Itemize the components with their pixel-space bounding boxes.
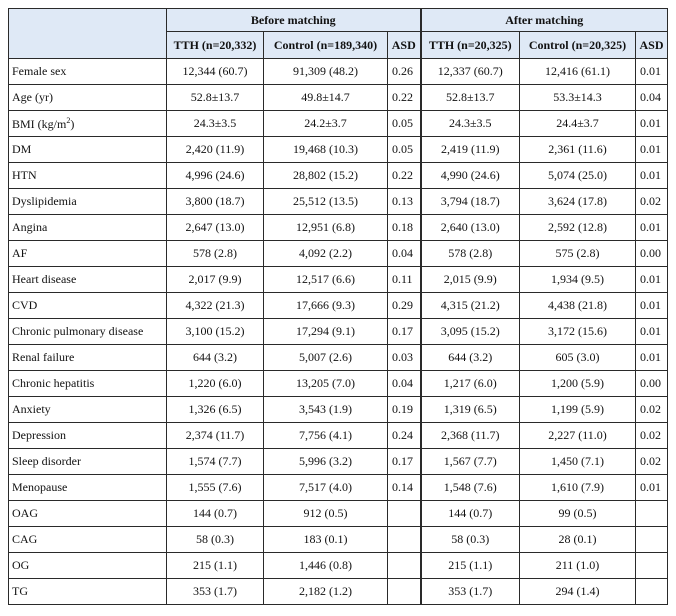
tth-after-cell: 578 (2.8) — [421, 241, 520, 267]
asd-after-cell: 0.01 — [636, 267, 668, 293]
col-header-tth-after: TTH (n=20,325) — [421, 32, 520, 59]
asd-after-cell: 0.01 — [636, 475, 668, 501]
control-after-cell: 12,416 (61.1) — [520, 59, 636, 85]
tth-after-cell: 3,794 (18.7) — [421, 189, 520, 215]
row-label: Angina — [12, 220, 48, 234]
tth-after-cell: 215 (1.1) — [421, 553, 520, 579]
table-row — [9, 423, 668, 449]
control-after-cell: 1,199 (5.9) — [520, 397, 636, 423]
row-label-cell — [9, 293, 167, 319]
row-label-cell — [9, 345, 167, 371]
tth-before-cell: 644 (3.2) — [167, 345, 264, 371]
control-after-cell: 211 (1.0) — [520, 553, 636, 579]
col-header-asd-after: ASD — [636, 32, 668, 59]
asd-after-cell: 0.00 — [636, 371, 668, 397]
tth-after-cell: 144 (0.7) — [421, 501, 520, 527]
row-label-cell — [9, 553, 167, 579]
row-label: Sleep disorder — [12, 454, 81, 468]
control-after-cell: 2,361 (11.6) — [520, 137, 636, 163]
tth-after-cell: 12,337 (60.7) — [421, 59, 520, 85]
asd-after-cell: 0.01 — [636, 111, 668, 137]
tth-after-cell: 52.8±13.7 — [421, 85, 520, 111]
tth-after-cell: 1,548 (7.6) — [421, 475, 520, 501]
table-row — [9, 111, 668, 137]
asd-after-cell — [636, 553, 668, 579]
tth-after-cell: 644 (3.2) — [421, 345, 520, 371]
asd-before-cell: 0.03 — [388, 345, 421, 371]
tth-after-cell: 1,319 (6.5) — [421, 397, 520, 423]
row-label-superscript: 2 — [66, 115, 71, 125]
control-before-cell: 5,007 (2.6) — [264, 345, 388, 371]
control-before-cell: 17,294 (9.1) — [264, 319, 388, 345]
control-before-cell: 912 (0.5) — [264, 501, 388, 527]
control-after-cell: 5,074 (25.0) — [520, 163, 636, 189]
asd-after-cell: 0.01 — [636, 293, 668, 319]
row-label: Heart disease — [12, 272, 77, 286]
asd-after-cell — [636, 501, 668, 527]
control-after-cell: 4,438 (21.8) — [520, 293, 636, 319]
asd-before-cell — [388, 579, 421, 605]
control-before-cell: 1,446 (0.8) — [264, 553, 388, 579]
tth-before-cell: 1,574 (7.7) — [167, 449, 264, 475]
row-label-cell — [9, 59, 167, 85]
asd-after-cell: 0.02 — [636, 449, 668, 475]
tth-before-cell: 2,420 (11.9) — [167, 137, 264, 163]
tth-before-cell: 353 (1.7) — [167, 579, 264, 605]
control-after-cell: 1,610 (7.9) — [520, 475, 636, 501]
asd-before-cell: 0.04 — [388, 371, 421, 397]
table-header — [9, 9, 668, 59]
tth-after-cell: 353 (1.7) — [421, 579, 520, 605]
table-row — [9, 371, 668, 397]
table-row — [9, 579, 668, 605]
asd-before-cell: 0.26 — [388, 59, 421, 85]
table-row — [9, 293, 668, 319]
asd-before-cell: 0.24 — [388, 423, 421, 449]
control-before-cell: 28,802 (15.2) — [264, 163, 388, 189]
row-label-cell — [9, 397, 167, 423]
asd-before-cell: 0.29 — [388, 293, 421, 319]
asd-after-cell: 0.00 — [636, 241, 668, 267]
control-after-cell: 99 (0.5) — [520, 501, 636, 527]
asd-before-cell: 0.11 — [388, 267, 421, 293]
row-label: TG — [12, 584, 28, 598]
tth-before-cell: 2,647 (13.0) — [167, 215, 264, 241]
row-label: Depression — [12, 428, 66, 442]
table-row — [9, 345, 668, 371]
tth-before-cell: 12,344 (60.7) — [167, 59, 264, 85]
control-before-cell: 5,996 (3.2) — [264, 449, 388, 475]
control-before-cell: 2,182 (1.2) — [264, 579, 388, 605]
control-after-cell: 53.3±14.3 — [520, 85, 636, 111]
tth-before-cell: 4,322 (21.3) — [167, 293, 264, 319]
asd-after-cell: 0.01 — [636, 163, 668, 189]
row-label-cell — [9, 423, 167, 449]
control-after-cell: 28 (0.1) — [520, 527, 636, 553]
control-after-cell: 24.4±3.7 — [520, 111, 636, 137]
control-after-cell: 2,227 (11.0) — [520, 423, 636, 449]
control-after-cell: 575 (2.8) — [520, 241, 636, 267]
table-row — [9, 189, 668, 215]
asd-before-cell: 0.05 — [388, 137, 421, 163]
control-after-cell: 294 (1.4) — [520, 579, 636, 605]
asd-after-cell: 0.01 — [636, 215, 668, 241]
tth-after-cell: 1,567 (7.7) — [421, 449, 520, 475]
control-after-cell: 1,200 (5.9) — [520, 371, 636, 397]
row-label-cell — [9, 579, 167, 605]
row-label: Chronic pulmonary disease — [12, 324, 144, 338]
asd-before-cell — [388, 553, 421, 579]
table-row — [9, 397, 668, 423]
tth-before-cell: 1,555 (7.6) — [167, 475, 264, 501]
row-label-cell — [9, 163, 167, 189]
asd-before-cell: 0.04 — [388, 241, 421, 267]
row-label-tail: ) — [70, 116, 75, 131]
row-label: OG — [12, 558, 30, 572]
tth-before-cell: 1,220 (6.0) — [167, 371, 264, 397]
asd-before-cell: 0.14 — [388, 475, 421, 501]
asd-after-cell — [636, 579, 668, 605]
control-after-cell: 3,172 (15.6) — [520, 319, 636, 345]
row-label: HTN — [12, 168, 37, 182]
table-row — [9, 163, 668, 189]
row-label: Anxiety — [12, 402, 51, 416]
control-before-cell: 12,517 (6.6) — [264, 267, 388, 293]
table-row — [9, 267, 668, 293]
row-label-cell — [9, 111, 167, 137]
col-header-control-before: Control (n=189,340) — [264, 32, 388, 59]
asd-after-cell: 0.01 — [636, 345, 668, 371]
row-label: BMI (kg/m — [12, 116, 67, 131]
asd-before-cell: 0.22 — [388, 163, 421, 189]
tth-before-cell: 58 (0.3) — [167, 527, 264, 553]
tth-after-cell: 2,015 (9.9) — [421, 267, 520, 293]
tth-before-cell: 4,996 (24.6) — [167, 163, 264, 189]
tth-before-cell: 144 (0.7) — [167, 501, 264, 527]
tth-before-cell: 52.8±13.7 — [167, 85, 264, 111]
tth-before-cell: 3,100 (15.2) — [167, 319, 264, 345]
row-label: Dyslipidemia — [12, 194, 77, 208]
tth-after-cell: 2,419 (11.9) — [421, 137, 520, 163]
row-label: AF — [12, 246, 28, 260]
asd-after-cell — [636, 527, 668, 553]
tth-after-cell: 24.3±3.5 — [421, 111, 520, 137]
row-label-cell — [9, 319, 167, 345]
row-label: Age (yr) — [12, 90, 53, 104]
tth-before-cell: 3,800 (18.7) — [167, 189, 264, 215]
table-row — [9, 59, 668, 85]
tth-before-cell: 1,326 (6.5) — [167, 397, 264, 423]
table-row — [9, 449, 668, 475]
table-row — [9, 137, 668, 163]
asd-after-cell: 0.01 — [636, 59, 668, 85]
tth-after-cell: 1,217 (6.0) — [421, 371, 520, 397]
table-row — [9, 319, 668, 345]
asd-before-cell: 0.18 — [388, 215, 421, 241]
asd-before-cell: 0.19 — [388, 397, 421, 423]
table-row — [9, 501, 668, 527]
header-corner-cell — [9, 9, 167, 59]
table-row — [9, 553, 668, 579]
col-header-asd-before: ASD — [388, 32, 421, 59]
asd-before-cell: 0.22 — [388, 85, 421, 111]
row-label-cell — [9, 137, 167, 163]
control-before-cell: 183 (0.1) — [264, 527, 388, 553]
control-before-cell: 7,517 (4.0) — [264, 475, 388, 501]
row-label: OAG — [12, 506, 38, 520]
asd-before-cell: 0.13 — [388, 189, 421, 215]
tth-after-cell: 3,095 (15.2) — [421, 319, 520, 345]
table-row — [9, 85, 668, 111]
table-row — [9, 475, 668, 501]
control-after-cell: 2,592 (12.8) — [520, 215, 636, 241]
row-label: Chronic hepatitis — [12, 376, 95, 390]
control-after-cell: 3,624 (17.8) — [520, 189, 636, 215]
control-before-cell: 3,543 (1.9) — [264, 397, 388, 423]
table-row — [9, 527, 668, 553]
row-label-cell — [9, 241, 167, 267]
control-before-cell: 13,205 (7.0) — [264, 371, 388, 397]
row-label: DM — [12, 142, 32, 156]
row-label-cell — [9, 527, 167, 553]
asd-after-cell: 0.02 — [636, 397, 668, 423]
control-before-cell: 24.2±3.7 — [264, 111, 388, 137]
control-after-cell: 1,450 (7.1) — [520, 449, 636, 475]
control-after-cell: 1,934 (9.5) — [520, 267, 636, 293]
col-header-control-after: Control (n=20,325) — [520, 32, 636, 59]
control-after-cell: 605 (3.0) — [520, 345, 636, 371]
tth-before-cell: 2,017 (9.9) — [167, 267, 264, 293]
tth-after-cell: 2,640 (13.0) — [421, 215, 520, 241]
asd-after-cell: 0.01 — [636, 319, 668, 345]
tth-before-cell: 215 (1.1) — [167, 553, 264, 579]
asd-after-cell: 0.04 — [636, 85, 668, 111]
tth-before-cell: 2,374 (11.7) — [167, 423, 264, 449]
col-header-tth-before: TTH (n=20,332) — [167, 32, 264, 59]
row-label-cell — [9, 215, 167, 241]
data-table — [8, 8, 668, 605]
control-before-cell: 17,666 (9.3) — [264, 293, 388, 319]
tth-after-cell: 2,368 (11.7) — [421, 423, 520, 449]
table-row — [9, 215, 668, 241]
row-label: Renal failure — [12, 350, 75, 364]
tth-after-cell: 4,990 (24.6) — [421, 163, 520, 189]
asd-before-cell: 0.17 — [388, 319, 421, 345]
control-before-cell: 4,092 (2.2) — [264, 241, 388, 267]
row-label-cell — [9, 371, 167, 397]
asd-before-cell — [388, 501, 421, 527]
before-matching-header: Before matching — [167, 9, 421, 32]
row-label-cell — [9, 267, 167, 293]
row-label-cell — [9, 449, 167, 475]
asd-after-cell: 0.02 — [636, 189, 668, 215]
table-body — [9, 59, 668, 605]
tth-after-cell: 4,315 (21.2) — [421, 293, 520, 319]
row-label: CAG — [12, 532, 38, 546]
tth-before-cell: 578 (2.8) — [167, 241, 264, 267]
table-row — [9, 241, 668, 267]
control-before-cell: 25,512 (13.5) — [264, 189, 388, 215]
tth-after-cell: 58 (0.3) — [421, 527, 520, 553]
asd-after-cell: 0.01 — [636, 137, 668, 163]
row-label: Female sex — [12, 64, 67, 78]
asd-before-cell — [388, 527, 421, 553]
row-label-cell — [9, 189, 167, 215]
control-before-cell: 12,951 (6.8) — [264, 215, 388, 241]
control-before-cell: 91,309 (48.2) — [264, 59, 388, 85]
tth-before-cell: 24.3±3.5 — [167, 111, 264, 137]
row-label-cell — [9, 501, 167, 527]
asd-after-cell: 0.02 — [636, 423, 668, 449]
asd-before-cell: 0.05 — [388, 111, 421, 137]
control-before-cell: 49.8±14.7 — [264, 85, 388, 111]
row-label-cell — [9, 85, 167, 111]
asd-before-cell: 0.17 — [388, 449, 421, 475]
row-label-cell — [9, 475, 167, 501]
row-label: CVD — [12, 298, 38, 312]
control-before-cell: 19,468 (10.3) — [264, 137, 388, 163]
after-matching-header: After matching — [421, 9, 668, 32]
row-label: Menopause — [12, 480, 68, 494]
control-before-cell: 7,756 (4.1) — [264, 423, 388, 449]
